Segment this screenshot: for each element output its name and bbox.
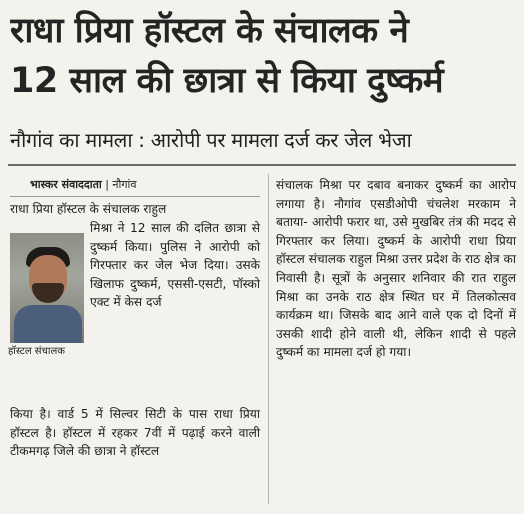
- article-col1-rest: किया है। वार्ड 5 में सिल्वर सिटी के पास राधा प्रिया हॉस्टल है। हॉस्टल में रहकर 7वीं में पढ़ाई करने वाली टीकमगढ़ जिले की छात्रा ने हॉस्टल: [10, 407, 260, 459]
- article-col2: संचालक मिश्रा पर दबाव बनाकर दुष्कर्म का आरोप लगाया है। नौगांव एसडीओपी चंचलेश मरकाम ने बताया- आरोपी फरार था, उसे मुखबिर तंत्र की मदद से गिरफ्तार कर लिया। दुष्कर्म के आरोपी राधा प्रिया हॉस्टल संचालक राहुल मिश्रा उत्तर प्रदेश के राठ क्षेत्र का निवासी है। सूत्रों के अनुसार शनिवार की रात राहुल मिश्रा का उनके राठ क्षेत्र स्थित घर में तिलकोत्सव कार्यक्रम था। जिसके बाद आने वाले एक दो दिनों में उसकी शादी होने वाली थी, लेकिन शादी से पहले दुष्कर्म का मामला दर्ज हो गया।: [276, 178, 516, 360]
- column-divider: [268, 174, 269, 504]
- column-1-intro: [10, 200, 260, 219]
- headline-line-1: राधा प्रिया हॉस्टल के संचालक ने: [10, 11, 409, 51]
- column-1-wrap: [90, 219, 260, 312]
- byline-reporter: भास्कर संवाददाता: [30, 178, 102, 191]
- column-2: [276, 176, 516, 362]
- column-1-rest: [10, 405, 260, 461]
- article-col1-wrap: मिश्रा ने 12 साल की दलित छात्रा से दुष्कर्म किया। पुलिस ने आरोपी को गिरफ्तार कर जेल भेज दिया। उसके खिलाफ दुष्कर्म, एससी-एसटी, पॉस्को एक्ट में केस दर्ज: [90, 221, 260, 310]
- photo-caption: हॉस्टल संचालक: [8, 346, 65, 357]
- byline-divider: [10, 196, 260, 197]
- byline: [30, 178, 137, 192]
- article-col1-intro: राधा प्रिया हॉस्टल के संचालक राहुल: [10, 202, 167, 216]
- headline-divider: [8, 164, 516, 166]
- headline: [10, 6, 516, 106]
- headline-line-2: 12 साल की छात्रा से किया दुष्कर्म: [10, 61, 444, 101]
- subheadline: नौगांव का मामला : आरोपी पर मामला दर्ज कर जेल भेजा: [10, 128, 412, 152]
- accused-photo: [10, 233, 84, 343]
- byline-place: | नौगांव: [105, 178, 137, 191]
